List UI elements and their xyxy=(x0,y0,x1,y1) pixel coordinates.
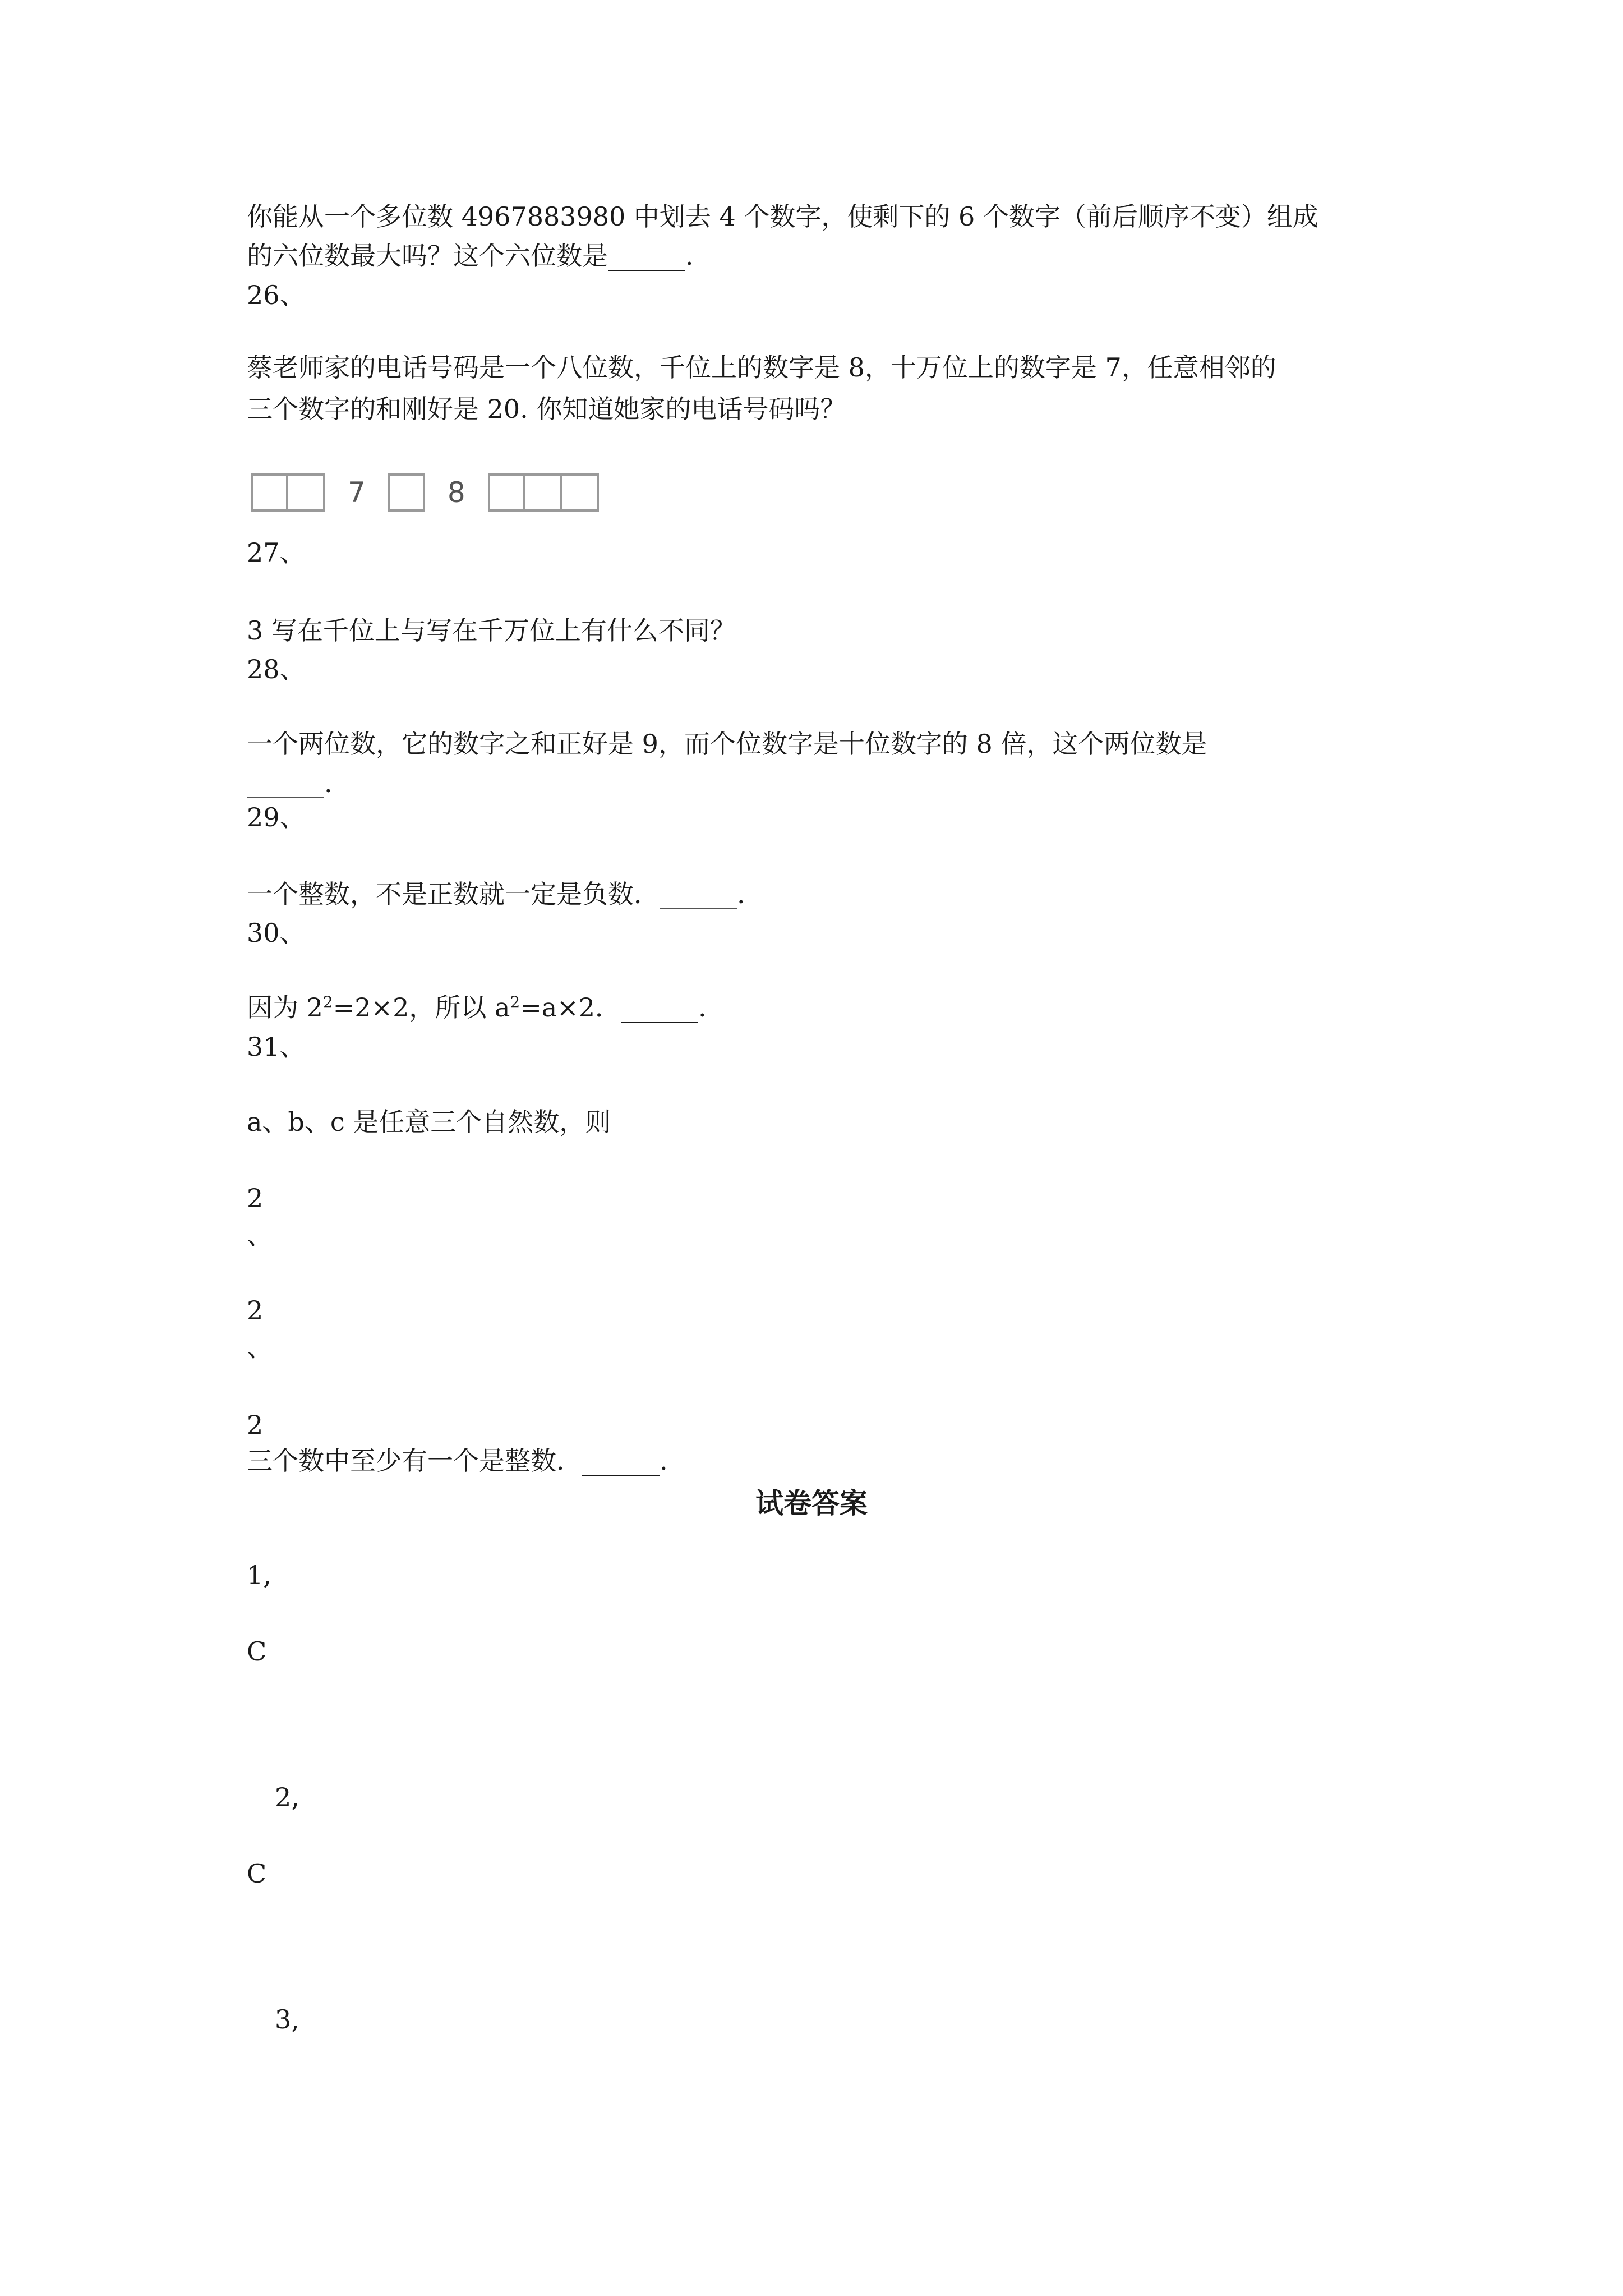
answer-1-number: 1, xyxy=(247,1560,271,1590)
known-digit-8: 8 xyxy=(447,476,465,509)
q31-sep1: 、 xyxy=(247,1220,273,1250)
box-group-2 xyxy=(388,473,425,512)
q27-text: 3 写在千位上与写在千万位上有什么不同？ xyxy=(247,615,736,646)
q26-line1: 蔡老师家的电话号码是一个八位数，千位上的数字是 8，十万位上的数字是 7，任意相邻的 xyxy=(247,352,1276,383)
q25-line1: 你能从一个多位数 4967883980 中划去 4 个数字，使剩下的 6 个数字（前后顺序不变）组成 xyxy=(247,201,1318,232)
q28-line1: 一个两位数，它的数字之和正好是 9，而个位数字是十位数字的 8 倍，这个两位数是 xyxy=(247,729,1207,759)
digit-box xyxy=(251,473,288,512)
digit-box xyxy=(525,473,562,512)
q31-frac2: 2 xyxy=(247,1295,264,1326)
box-group-1 xyxy=(251,473,325,512)
q30-sup2: 2 xyxy=(510,993,520,1011)
q27-number: 27、 xyxy=(247,537,306,568)
q25-line2: 的六位数最大吗？这个六位数是______. xyxy=(247,241,694,271)
q26-number: 26、 xyxy=(247,280,306,310)
q30-pre: 因为 2 xyxy=(247,992,323,1023)
answer-2-number: 2, xyxy=(275,1782,299,1812)
digit-box xyxy=(562,473,599,512)
q31-last: 三个数中至少有一个是整数．______. xyxy=(247,1446,668,1476)
q30-number: 30、 xyxy=(247,918,306,948)
q28-line2: ______. xyxy=(247,768,333,798)
digit-box xyxy=(288,473,325,512)
answer-3-number: 3, xyxy=(275,2004,299,2035)
q29-number: 29、 xyxy=(247,802,306,832)
box-group-3 xyxy=(488,473,599,512)
q31-sep2: 、 xyxy=(247,1332,273,1363)
q30-sup1: 2 xyxy=(322,993,333,1011)
answer-2-value: C xyxy=(247,1858,267,1889)
q31-number: 31、 xyxy=(247,1032,306,1062)
q30-mid2: =a×2．______. xyxy=(520,992,707,1023)
digit-box xyxy=(488,473,525,512)
q31-line1: a、b、c 是任意三个自然数，则 xyxy=(247,1107,611,1137)
q30-text xyxy=(247,991,707,1024)
phone-number-boxes xyxy=(251,470,599,515)
known-digit-7: 7 xyxy=(348,476,366,509)
answer-1-value: C xyxy=(247,1636,267,1667)
q31-frac3: 2 xyxy=(247,1410,264,1440)
answers-title: 试卷答案 xyxy=(755,1487,868,1520)
q31-frac1: 2 xyxy=(247,1183,264,1213)
q28-number: 28、 xyxy=(247,654,306,684)
q30-mid1: =2×2，所以 a xyxy=(333,992,510,1023)
q26-line2: 三个数字的和刚好是 20. 你知道她家的电话号码吗？ xyxy=(247,394,846,424)
digit-box xyxy=(388,473,425,512)
q29-text: 一个整数，不是正数就一定是负数．______. xyxy=(247,879,745,909)
